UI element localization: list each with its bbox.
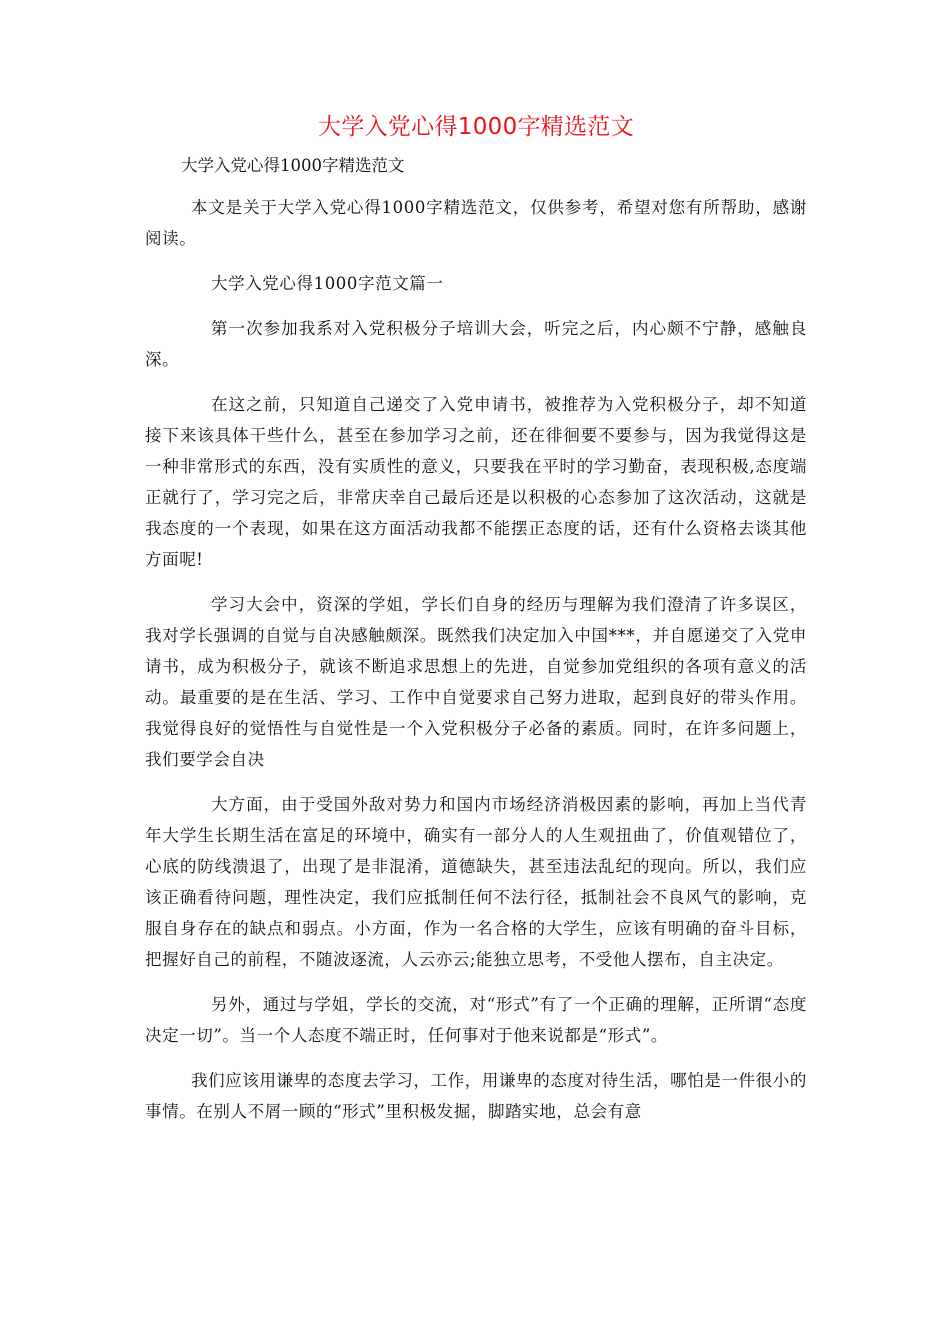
document-subtitle: 大学入党心得1000字精选范文 <box>181 156 405 175</box>
body-paragraph-6: 我们应该用谦卑的态度去学习，工作，用谦卑的态度对待生活，哪怕是一件很小的事情。在别人不屑一顾的“形式”里积极发掘，脚踏实地，总会有意 <box>145 1071 807 1121</box>
body-paragraph-2: 在这之前，只知道自己递交了入党申请书，被推荐为入党积极分子，却不知道接下来该具体干些什么，甚至在参加学习之前，还在徘徊要不要参与，因为我觉得这是一种非常形式的东西，没有实质性的意义，只要我在平时的学习勤奋，表现积极,态度端正就行了，学习完之后，非常庆幸自己最后还是以积极的心态参加了这次活动，这就是我态度的一个表现，如果在这方面活动我都不能摆正态度的话，还有什么资格去谈其他方面呢! <box>145 395 807 569</box>
body-paragraph-4: 大方面，由于受国外敌对势力和国内市场经济消极因素的影响，再加上当代青年大学生长期生活在富足的环境中，确实有一部分人的人生观扭曲了，价值观错位了，心底的防线溃退了，出现了是非混淆，道德缺失，甚至违法乱纪的现向。所以，我们应该正确看待问题，理性决定，我们应抵制任何不法行径，抵制社会不良风气的影响，克服自身存在的缺点和弱点。小方面，作为一名合格的大学生，应该有明确的奋斗目标，把握好自己的前程，不随波逐流，人云亦云;能独立思考，不受他人摆布，自主决定。 <box>145 795 807 969</box>
body-paragraph-3: 学习大会中，资深的学姐，学长们自身的经历与理解为我们澄清了许多误区，我对学长强调的自觉与自决感触颇深。既然我们决定加入中国***，并自愿递交了入党申请书，成为积极分子，就该不断追求思想上的先进，自觉参加党组织的各项有意义的活动。最重要的是在生活、学习、工作中自觉要求自己努力进取，起到良好的带头作用。我觉得良好的觉悟性与自觉性是一个入党积极分子必备的素质。同时，在许多问题上，我们要学会自决 <box>145 595 807 769</box>
document-title: 大学入党心得1000字精选范文 <box>317 114 635 140</box>
document-page <box>145 112 807 1141</box>
body-paragraph-5: 另外，通过与学姐，学长的交流，对“形式”有了一个正确的理解，正所谓“态度决定一切”。当一个人态度不端正时，任何事对于他来说都是“形式”。 <box>145 995 807 1045</box>
body-paragraph-1: 第一次参加我系对入党积极分子培训大会，听完之后，内心颇不宁静，感触良深。 <box>145 319 807 369</box>
intro-paragraph: 本文是关于大学入党心得1000字精选范文，仅供参考，希望对您有所帮助，感谢阅读。 <box>145 198 807 248</box>
section-heading: 大学入党心得1000字范文篇一 <box>211 274 444 293</box>
